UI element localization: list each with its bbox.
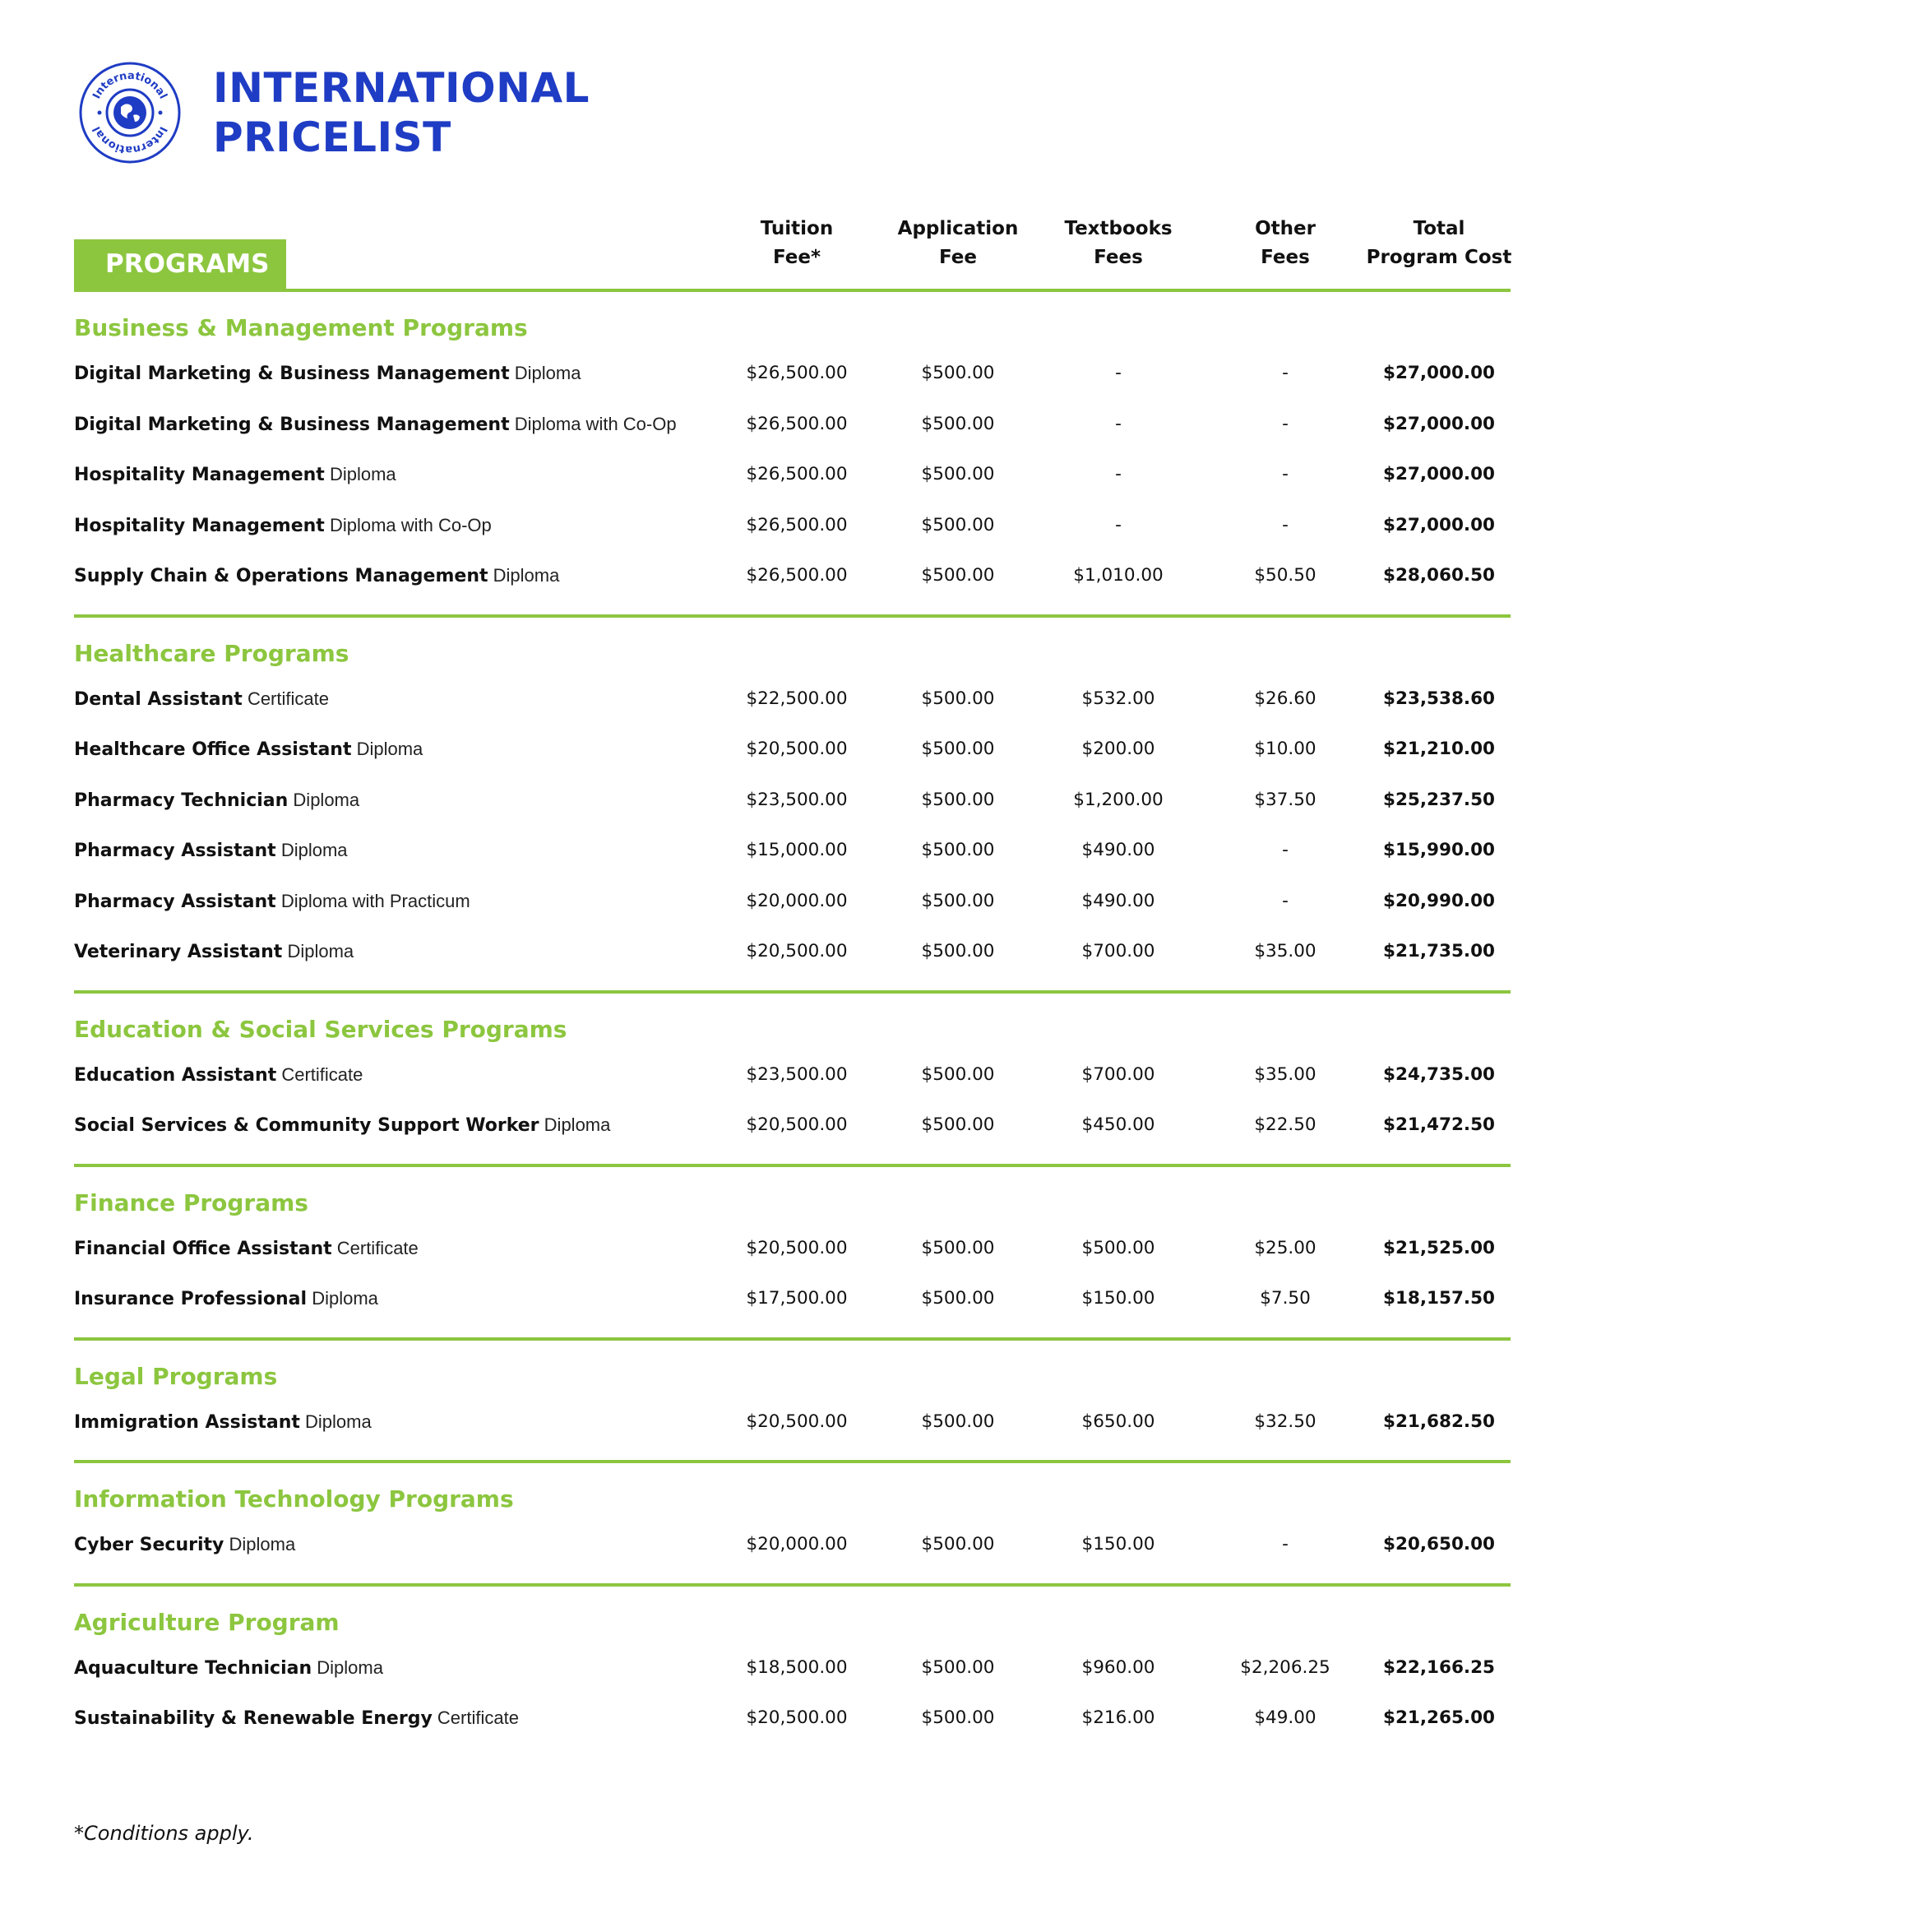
program-section xyxy=(74,1587,1511,1757)
total-cost: $15,990.00 xyxy=(1382,840,1495,860)
title-line-2: PRICELIST xyxy=(213,114,451,161)
col-header-tuition: Tuition Fee* xyxy=(760,218,834,268)
section-title: Information Technology Programs xyxy=(74,1485,514,1513)
total-cost: $22,166.25 xyxy=(1382,1656,1495,1678)
program-name: Aquaculture Technician xyxy=(74,1657,312,1679)
other-fee: $26.60 xyxy=(1254,688,1316,709)
program-credential: Diploma with Co-Op xyxy=(329,514,492,535)
program-name-cell xyxy=(74,926,354,977)
program-name: Sustainability & Renewable Energy xyxy=(74,1708,433,1729)
textbooks-fee: $1,010.00 xyxy=(1073,565,1164,586)
tuition-fee: $17,500.00 xyxy=(746,1288,848,1309)
other-fee: - xyxy=(1282,363,1289,383)
program-name-cell xyxy=(74,1049,363,1100)
program-name-cell xyxy=(74,1273,378,1324)
program-section xyxy=(74,1341,1511,1464)
application-fee: $500.00 xyxy=(921,890,995,911)
program-section xyxy=(74,1167,1511,1341)
total-cost: $27,000.00 xyxy=(1382,413,1495,434)
program-name-cell xyxy=(74,399,677,450)
program-name: Pharmacy Technician xyxy=(74,790,289,811)
program-name-cell xyxy=(74,825,348,876)
textbooks-fee: - xyxy=(1115,464,1122,484)
logo-text-top: International xyxy=(90,69,169,101)
program-name: Financial Office Assistant xyxy=(74,1238,332,1259)
application-fee: $500.00 xyxy=(921,464,995,484)
other-fee: $49.00 xyxy=(1254,1707,1316,1728)
application-fee: $500.00 xyxy=(921,1411,995,1432)
program-name-cell xyxy=(74,1100,610,1151)
other-fee: - xyxy=(1282,890,1289,911)
application-fee: $500.00 xyxy=(921,739,995,759)
table-row xyxy=(74,1519,1511,1570)
total-cost: $27,000.00 xyxy=(1382,464,1495,484)
other-fee: $22.50 xyxy=(1254,1114,1316,1135)
program-credential: Diploma xyxy=(356,739,423,759)
tuition-fee: $23,500.00 xyxy=(746,789,848,810)
section-title: Business & Management Programs xyxy=(74,314,528,341)
program-credential: Diploma xyxy=(514,363,581,383)
table-row xyxy=(74,724,1511,775)
total-cost: $23,538.60 xyxy=(1382,688,1495,709)
table-row xyxy=(74,1273,1511,1324)
other-fee: $35.00 xyxy=(1254,941,1316,961)
logo-text-bottom: International xyxy=(90,124,169,156)
col-header-total: Total Program Cost xyxy=(1366,218,1512,268)
application-fee: $500.00 xyxy=(921,514,995,535)
section-title: Healthcare Programs xyxy=(74,639,349,667)
table-row xyxy=(74,876,1511,927)
program-section xyxy=(74,1463,1511,1587)
other-fee: $2,206.25 xyxy=(1240,1656,1330,1678)
tuition-fee: $20,500.00 xyxy=(746,941,848,961)
total-cost: $24,735.00 xyxy=(1382,1063,1495,1085)
program-name-cell xyxy=(74,1642,383,1693)
textbooks-fee: $450.00 xyxy=(1081,1114,1155,1135)
program-name: Digital Marketing & Business Management xyxy=(74,414,510,435)
application-fee: $500.00 xyxy=(921,1288,995,1309)
program-credential: Diploma xyxy=(329,464,396,484)
title-line-1: INTERNATIONAL xyxy=(213,64,590,112)
program-credential: Diploma with Practicum xyxy=(280,890,470,911)
textbooks-fee: $650.00 xyxy=(1081,1411,1155,1432)
program-name-cell xyxy=(74,1223,419,1274)
other-fee: $10.00 xyxy=(1254,739,1316,759)
program-credential: Certificate xyxy=(281,1063,363,1085)
other-fee: $35.00 xyxy=(1254,1063,1316,1085)
textbooks-fee: - xyxy=(1115,514,1122,535)
application-fee: $500.00 xyxy=(921,1114,995,1135)
table-row xyxy=(74,1642,1511,1693)
program-credential: Diploma xyxy=(293,789,360,810)
program-name-cell xyxy=(74,1693,519,1744)
section-title: Education & Social Services Programs xyxy=(74,1015,567,1043)
program-credential: Diploma xyxy=(312,1288,378,1309)
total-cost: $21,210.00 xyxy=(1382,739,1495,759)
program-name-cell xyxy=(74,876,470,927)
program-name: Digital Marketing & Business Management xyxy=(74,364,510,384)
program-name: Supply Chain & Operations Management xyxy=(74,566,488,586)
textbooks-fee: $490.00 xyxy=(1081,890,1155,911)
section-title: Legal Programs xyxy=(74,1362,278,1390)
footnote: *Conditions apply. xyxy=(74,1822,254,1845)
program-name-cell xyxy=(74,1519,295,1570)
tuition-fee: $26,500.00 xyxy=(746,363,848,383)
table-row xyxy=(74,1397,1511,1448)
program-name: Education Assistant xyxy=(74,1064,277,1086)
other-fee: $7.50 xyxy=(1260,1288,1311,1309)
tuition-fee: $20,500.00 xyxy=(746,739,848,759)
textbooks-fee: $490.00 xyxy=(1081,840,1155,860)
col-header-application: Application Fee xyxy=(897,218,1019,268)
table-row xyxy=(74,1693,1511,1744)
program-name-cell xyxy=(74,724,423,775)
textbooks-fee: $200.00 xyxy=(1081,739,1155,759)
table-header xyxy=(74,210,1511,292)
program-name: Immigration Assistant xyxy=(74,1411,300,1433)
table-row xyxy=(74,500,1511,551)
tuition-fee: $15,000.00 xyxy=(746,840,848,860)
program-name-cell xyxy=(74,775,359,826)
program-name: Pharmacy Assistant xyxy=(74,891,276,912)
table-row xyxy=(74,399,1511,450)
total-cost: $27,000.00 xyxy=(1382,514,1495,535)
tuition-fee: $26,500.00 xyxy=(746,514,848,535)
other-fee: $50.50 xyxy=(1254,565,1316,586)
textbooks-fee: $150.00 xyxy=(1081,1288,1155,1309)
program-section xyxy=(74,994,1511,1167)
total-cost: $21,265.00 xyxy=(1382,1707,1495,1728)
program-name-cell xyxy=(74,674,329,725)
table-row xyxy=(74,1100,1511,1151)
application-fee: $500.00 xyxy=(921,1534,995,1554)
textbooks-fee: $500.00 xyxy=(1081,1237,1155,1258)
tuition-fee: $20,500.00 xyxy=(746,1707,848,1728)
program-name-cell xyxy=(74,348,581,399)
textbooks-fee: $216.00 xyxy=(1081,1707,1155,1728)
textbooks-fee: $532.00 xyxy=(1081,688,1155,709)
program-name: Cyber Security xyxy=(74,1535,224,1555)
textbooks-fee: $960.00 xyxy=(1081,1656,1155,1678)
program-credential: Diploma xyxy=(280,840,348,860)
other-fee: - xyxy=(1282,464,1289,484)
total-cost: $20,650.00 xyxy=(1382,1534,1495,1554)
tuition-fee: $26,500.00 xyxy=(746,464,848,484)
other-fee: - xyxy=(1282,1534,1289,1554)
program-name: Dental Assistant xyxy=(74,688,243,710)
program-credential: Diploma xyxy=(493,565,560,586)
program-credential: Diploma xyxy=(305,1411,372,1432)
programs-label: PROGRAMS xyxy=(74,239,286,289)
section-title: Finance Programs xyxy=(74,1188,308,1216)
application-fee: $500.00 xyxy=(921,840,995,860)
program-name: Veterinary Assistant xyxy=(74,942,283,962)
table-row xyxy=(74,1223,1511,1274)
textbooks-fee: $1,200.00 xyxy=(1073,789,1164,810)
tuition-fee: $20,500.00 xyxy=(746,1114,848,1135)
program-credential: Diploma xyxy=(287,941,354,961)
table-row xyxy=(74,348,1511,399)
page-title xyxy=(213,63,590,162)
program-credential: Diploma with Co-Op xyxy=(514,413,677,434)
total-cost: $21,472.50 xyxy=(1382,1114,1495,1135)
program-credential: Diploma xyxy=(544,1114,611,1135)
program-name-cell xyxy=(74,1397,372,1448)
program-credential: Certificate xyxy=(437,1707,519,1728)
total-cost: $18,157.50 xyxy=(1382,1288,1495,1309)
international-logo xyxy=(78,61,182,164)
textbooks-fee: $700.00 xyxy=(1081,941,1155,961)
program-name: Pharmacy Assistant xyxy=(74,841,276,861)
program-name-cell xyxy=(74,449,396,500)
textbooks-fee: - xyxy=(1115,363,1122,383)
table-body xyxy=(74,292,1511,1757)
program-name-cell xyxy=(74,500,492,551)
tuition-fee: $23,500.00 xyxy=(746,1063,848,1085)
tuition-fee: $20,500.00 xyxy=(746,1237,848,1258)
other-fee: - xyxy=(1282,514,1289,535)
other-fee: $37.50 xyxy=(1254,789,1316,810)
program-name: Healthcare Office Assistant xyxy=(74,739,352,760)
tuition-fee: $26,500.00 xyxy=(746,565,848,586)
tuition-fee: $20,000.00 xyxy=(746,890,848,911)
other-fee: - xyxy=(1282,413,1289,434)
program-credential: Diploma xyxy=(229,1534,296,1554)
tuition-fee: $20,000.00 xyxy=(746,1534,848,1554)
table-row xyxy=(74,775,1511,826)
textbooks-fee: $700.00 xyxy=(1081,1063,1155,1085)
program-name: Hospitality Management xyxy=(74,465,325,485)
application-fee: $500.00 xyxy=(921,789,995,810)
textbooks-fee: $150.00 xyxy=(1081,1534,1155,1554)
total-cost: $28,060.50 xyxy=(1382,565,1495,586)
other-fee: $25.00 xyxy=(1254,1237,1316,1258)
program-credential: Diploma xyxy=(317,1656,383,1678)
tuition-fee: $18,500.00 xyxy=(746,1656,848,1678)
application-fee: $500.00 xyxy=(921,1656,995,1678)
page-header xyxy=(78,59,590,166)
table-row xyxy=(74,926,1511,977)
program-credential: Certificate xyxy=(336,1237,419,1258)
textbooks-fee: - xyxy=(1115,413,1122,434)
section-title: Agriculture Program xyxy=(74,1608,340,1636)
other-fee: - xyxy=(1282,840,1289,860)
table-row xyxy=(74,674,1511,725)
total-cost: $27,000.00 xyxy=(1382,363,1495,383)
program-name: Insurance Professional xyxy=(74,1289,308,1309)
application-fee: $500.00 xyxy=(921,363,995,383)
program-credential: Certificate xyxy=(247,688,329,709)
total-cost: $21,735.00 xyxy=(1382,941,1495,961)
pricelist-table xyxy=(74,210,1511,1757)
application-fee: $500.00 xyxy=(921,565,995,586)
table-row xyxy=(74,449,1511,500)
application-fee: $500.00 xyxy=(921,688,995,709)
tuition-fee: $26,500.00 xyxy=(746,413,848,434)
col-header-other: Other Fees xyxy=(1255,218,1316,268)
table-row xyxy=(74,550,1511,601)
program-name: Hospitality Management xyxy=(74,515,325,536)
program-name-cell xyxy=(74,550,559,601)
application-fee: $500.00 xyxy=(921,1707,995,1728)
total-cost: $20,990.00 xyxy=(1382,890,1495,911)
total-cost: $25,237.50 xyxy=(1382,789,1495,810)
application-fee: $500.00 xyxy=(921,941,995,961)
program-section xyxy=(74,292,1511,618)
total-cost: $21,682.50 xyxy=(1382,1411,1495,1432)
program-section xyxy=(74,618,1511,994)
tuition-fee: $20,500.00 xyxy=(746,1411,848,1432)
col-header-textbooks: Textbooks Fees xyxy=(1064,218,1173,268)
tuition-fee: $22,500.00 xyxy=(746,688,848,709)
application-fee: $500.00 xyxy=(921,413,995,434)
other-fee: $32.50 xyxy=(1254,1411,1316,1432)
total-cost: $21,525.00 xyxy=(1382,1237,1495,1258)
application-fee: $500.00 xyxy=(921,1063,995,1085)
program-name: Social Services & Community Support Worker xyxy=(74,1115,539,1136)
table-row xyxy=(74,825,1511,876)
table-row xyxy=(74,1049,1511,1100)
application-fee: $500.00 xyxy=(921,1237,995,1258)
